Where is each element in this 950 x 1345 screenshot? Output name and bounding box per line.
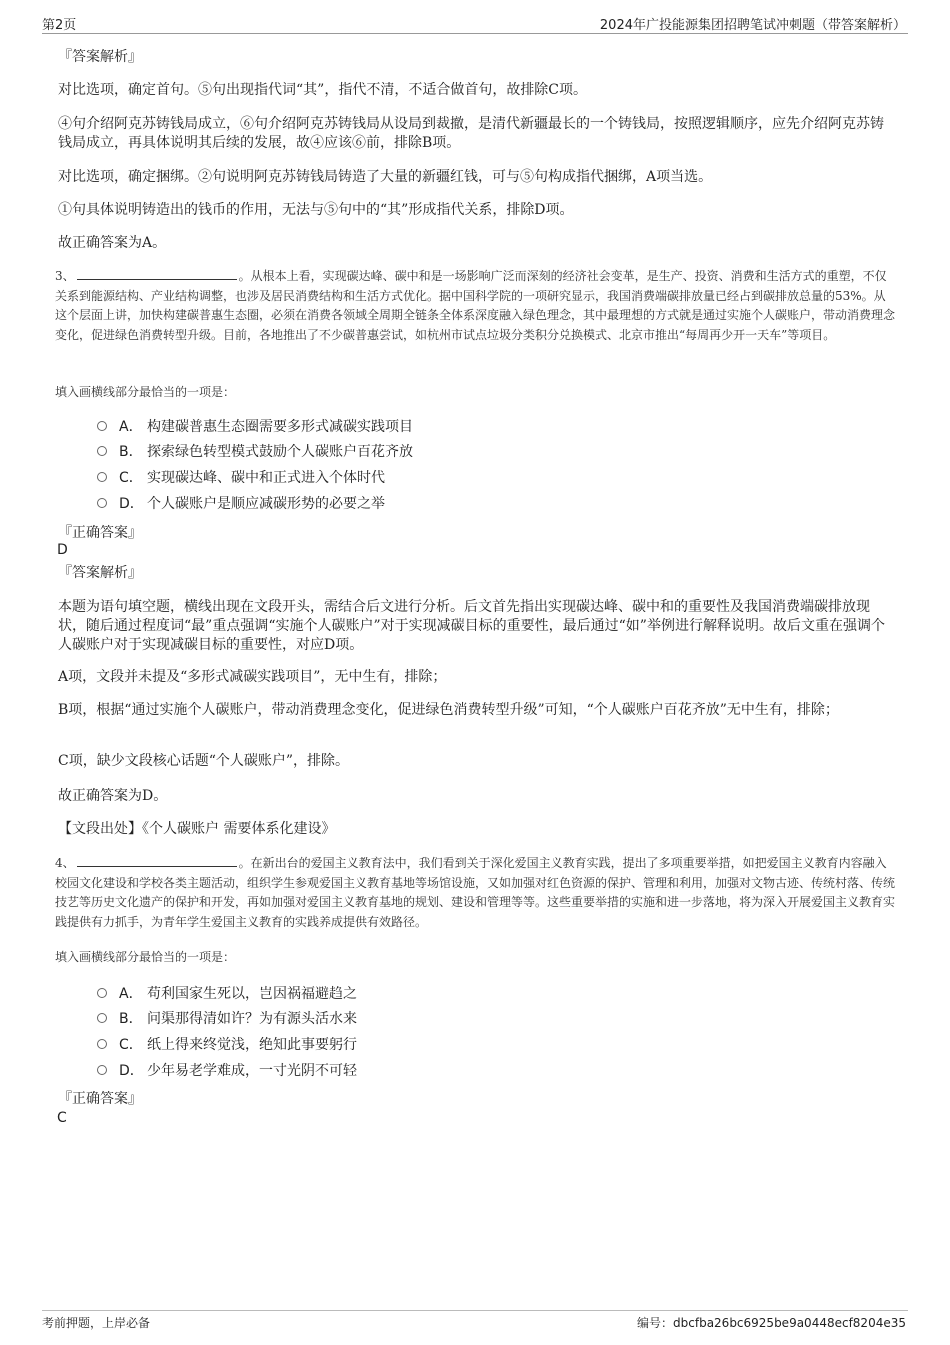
q3-option-a[interactable]: A． 构建碳普惠生态圈需要多形式减碳实践项目 (97, 418, 413, 436)
q3-analysis-para-1: 本题为语句填空题，横线出现在文段开头，需结合后文进行分析。后文首先指出实现碳达峰、碳中和的重要性及我国消费端碳排放现状，随后通过程度词“最”重点强调“实施个人碳账户”对于实现减碳目标的重要性，最后通过“如”举例进行解释说明。故后文重在强调个人碳账户对于实现减碳目标的重要性，对应D项。 (58, 599, 885, 653)
q3-analysis-label: 『答案解析』 (58, 565, 142, 581)
q2-analysis-para-4: ①句具体说明铸造出的钱币的作用，无法与⑤句中的“其”形成指代关系，排除D项。 (58, 202, 574, 218)
radio-icon[interactable] (97, 1013, 107, 1023)
page-number: 第2页 (42, 18, 77, 33)
q3-answer: D (57, 542, 68, 558)
q3-option-d[interactable]: D． 个人碳账户是顺应减碳形势的必要之举 (97, 495, 385, 513)
q4-option-d[interactable]: D． 少年易老学难成，一寸光阴不可轻 (97, 1062, 357, 1080)
footer-code (637, 1314, 906, 1331)
document-title: 2024年广投能源集团招聘笔试冲刺题（带答案解析） (599, 18, 906, 33)
q2-analysis-para-5: 故正确答案为A。 (58, 235, 167, 251)
radio-icon[interactable] (97, 988, 107, 998)
q3-analysis-para-4: C项，缺少文段核心话题“个人碳账户”，排除。 (58, 753, 350, 769)
q4-option-c[interactable]: C． 纸上得来终觉浅，绝知此事要躬行 (97, 1036, 357, 1054)
radio-icon[interactable] (97, 421, 107, 431)
q4-answer-label: 『正确答案』 (58, 1091, 142, 1107)
footer-slogan: 考前押题，上岸必备 (42, 1316, 151, 1330)
footer-code-value: dbcfba26bc6925be9a0448ecf8204e35 (673, 1316, 906, 1330)
q2-analysis-para-3: 对比选项，确定捆绑。②句说明阿克苏铸钱局铸造了大量的新疆红钱，可与⑤句构成指代捆绑，A项当选。 (58, 169, 713, 185)
radio-icon[interactable] (97, 1039, 107, 1049)
radio-icon[interactable] (97, 498, 107, 508)
q4-option-b[interactable]: B． 问渠那得清如许？为有源头活水来 (97, 1010, 357, 1028)
q3-number: 3、 (55, 269, 75, 283)
q3-answer-label: 『正确答案』 (58, 525, 142, 541)
q2-analysis-para-2: ④句介绍阿克苏铸钱局成立，⑥句介绍阿克苏铸钱局从设局到裁撤，是清代新疆最长的一个铸钱局，按照逻辑顺序，应先介绍阿克苏铸钱局成立，再具体说明其后续的发展，故④应该⑥前，排除B项。 (58, 116, 884, 151)
q4-stem (55, 854, 895, 932)
q4-option-a[interactable]: A． 苟利国家生死以，岂因祸福避趋之 (97, 985, 357, 1003)
q3-analysis-para-2: A项，文段并未提及“多形式减碳实践项目”，无中生有，排除； (58, 669, 447, 685)
q3-blank (77, 267, 237, 280)
q4-blank (77, 854, 237, 867)
q3-analysis-para-3: B项，根据“通过实施个人碳账户，带动消费理念变化，促进绿色消费转型升级”可知，“个人碳账户百花齐放”无中生有，排除； (58, 702, 839, 718)
q4-answer: C (57, 1110, 67, 1126)
q3-stem-text: 。从根本上看，实现碳达峰、碳中和是一场影响广泛而深刻的经济社会变革，是生产、投资、消费和生活方式的重塑，不仅关系到能源结构、产业结构调整，也涉及居民消费结构和生活方式优化。据中国科学院的一项研究显示，我国消费端碳排放量已经占到碳排放总量的53%。从这个层面上讲，加快构建碳普惠生态圈，必须在消费各领域全周期全链条全体系深度融入绿色理念，其中最理想的方式就是通过实施个人碳账户，带动消费理念变化，促进绿色消费转型升级。目前，各地推出了不少碳普惠尝试，如杭州市试点垃圾分类积分兑换模式、北京市推出“每周再少开一天车”等项目。 (55, 269, 896, 342)
header-rule (42, 33, 908, 34)
q3-analysis-para-5: 故正确答案为D。 (58, 788, 168, 804)
q3-option-b[interactable]: B． 探索绿色转型模式鼓励个人碳账户百花齐放 (97, 443, 413, 461)
footer-rule (42, 1310, 908, 1311)
radio-icon[interactable] (97, 472, 107, 482)
footer-code-label: 编号： (637, 1316, 674, 1330)
q3-stem (55, 267, 895, 345)
q3-option-c[interactable]: C． 实现碳达峰、碳中和正式进入个体时代 (97, 469, 385, 487)
q4-number: 4、 (55, 856, 75, 870)
radio-icon[interactable] (97, 1065, 107, 1075)
q4-stem-text: 。在新出台的爱国主义教育法中，我们看到关于深化爱国主义教育实践，提出了多项重要举措，如把爱国主义教育内容融入校园文化建设和学校各类主题活动，组织学生参观爱国主义教育基地等场馆设施，又如加强对红色资源的保护、管理和利用，加强对文物古迹、传统村落、传统技艺等历史文化遗产的保护和开发，再如加强对爱国主义教育基地的规划、建设和管理等等。这些重要举措的实施和进一步落地，将为深入开展爱国主义教育实践提供有力抓手，为青年学生爱国主义教育的实践养成提供有效路径。 (55, 856, 896, 929)
radio-icon[interactable] (97, 446, 107, 456)
q3-prompt: 填入画横线部分最恰当的一项是： (55, 385, 236, 399)
q2-analysis-para-1: 对比选项，确定首句。⑤句出现指代词“其”，指代不清，不适合做首句，故排除C项。 (58, 82, 588, 98)
q4-prompt: 填入画横线部分最恰当的一项是： (55, 950, 236, 964)
q2-analysis-label: 『答案解析』 (58, 49, 142, 65)
q3-source: 【文段出处】《个人碳账户 需要体系化建设》 (58, 821, 336, 837)
